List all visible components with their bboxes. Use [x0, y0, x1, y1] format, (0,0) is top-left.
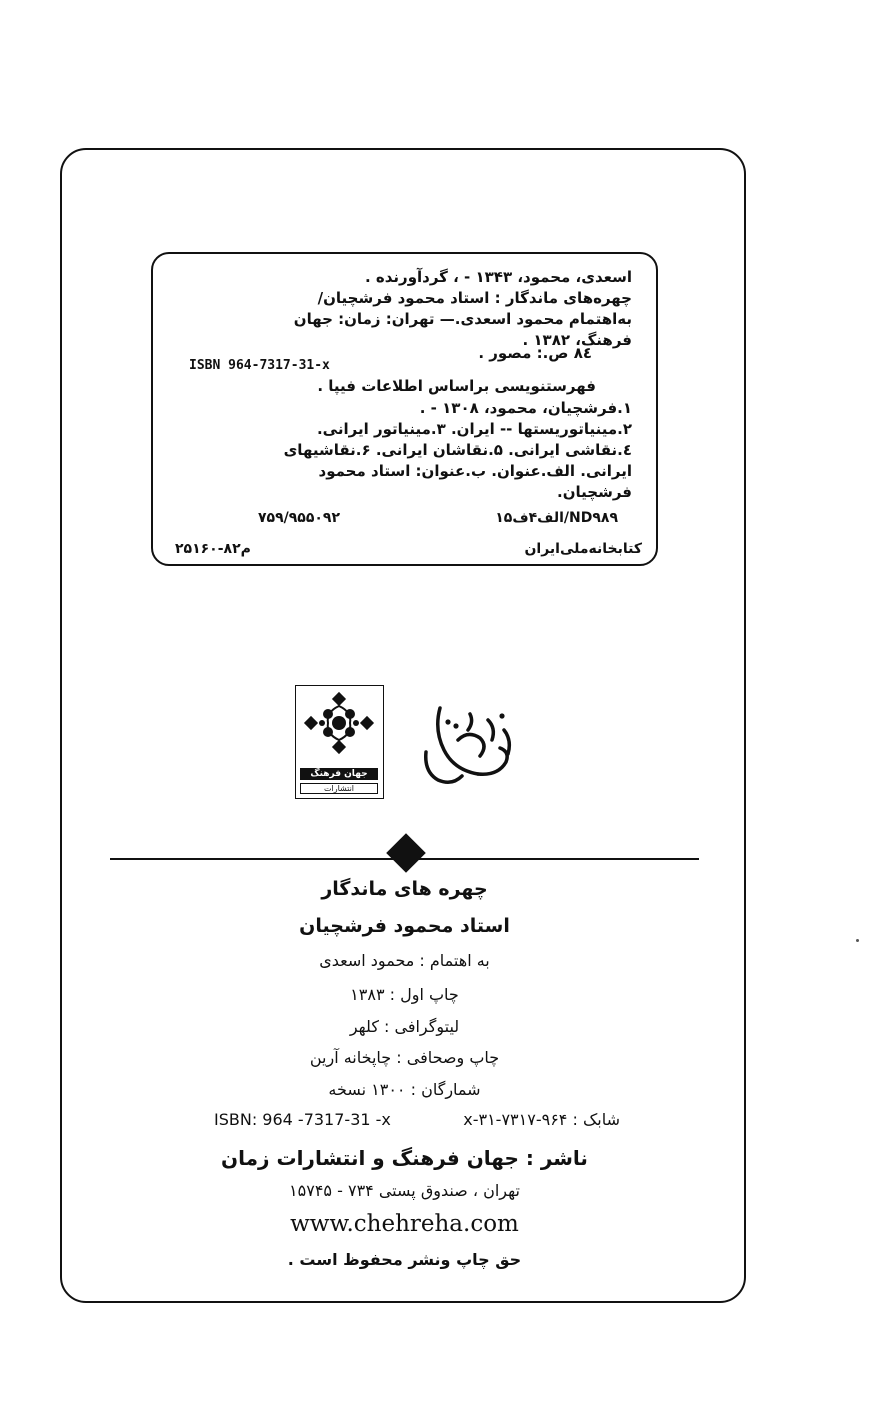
cip-publication-line: به‌اهتمام محمود اسعدی.— تهران: زمان: جهان	[293, 310, 632, 328]
cip-record-number: م۸۲-۲۵۱۶۰	[175, 541, 251, 557]
cip-subject-line: ایرانی. الف.عنوان. ب.عنوان: استاد محمود	[318, 462, 632, 480]
book-title: چهره های ماندگار	[321, 878, 488, 900]
book-subtitle: استاد محمود فرشچیان	[299, 915, 510, 937]
isbn-line	[200, 1110, 620, 1134]
publisher-info: ناشر : جهان فرهنگ و انتشارات زمان	[221, 1146, 588, 1170]
cip-pages-line: ۸٤ ص.: مصور .	[478, 344, 592, 362]
cip-publisher-year-line: فرهنگ، ۱۳۸۲ .	[522, 331, 632, 349]
cip-subject-line: ۱.فرشچیان، محمود، ۱۳۰۸ - .	[419, 399, 632, 417]
zaman-calligraphy-icon	[418, 700, 518, 792]
cip-note-line: فهرستنویسی براساس اطلاعات فیپا .	[317, 377, 596, 395]
jahan-farhang-sublabel: انتشارات	[300, 783, 378, 794]
scan-speck	[856, 939, 859, 942]
cip-author-line: اسعدی، محمود، ۱۳۴۳ - ، گردآورنده .	[364, 268, 632, 286]
jahan-farhang-label: جهان فرهنگ	[300, 768, 378, 780]
cip-subject-line: ٤.نقاشی ایرانی. ۵.نقاشان ایرانی. ۶.نقاشیهای	[283, 441, 632, 459]
circulation-info: شمارگان : ۱۳۰۰ نسخه	[328, 1080, 481, 1099]
ornament-icon	[296, 686, 382, 766]
cip-call-number: ۱۵الف۴ف/ND۹۸۹	[495, 510, 618, 526]
cip-isbn: ISBN 964-7317-31-x	[189, 358, 330, 373]
cip-subject-line: فرشچیان.	[557, 483, 632, 501]
cip-dewey-number: ۷۵۹/۹۵۵۰۹۲	[258, 510, 341, 526]
isbn-persian: شابک : ۹۶۴-۷۳۱۷-۳۱-x	[463, 1110, 620, 1129]
jahan-farhang-logo	[295, 685, 384, 799]
cip-library-name: کتابخانه‌ملی‌ایران	[524, 541, 642, 557]
isbn-latin: ISBN: 964 -7317-31 -x	[214, 1110, 391, 1129]
printing-info: چاپ وصحافی : چاپخانه آرین	[309, 1048, 500, 1067]
website-link[interactable]: www.chehreha.com	[290, 1211, 519, 1237]
editor-credit: به اهتمام : محمود اسعدی	[319, 951, 490, 970]
postal-address: تهران ، صندوق پستی ۷۳۴ - ۱۵۷۴۵	[289, 1181, 520, 1200]
edition-info: چاپ اول : ۱۳۸۳	[350, 985, 459, 1004]
copyright-notice: حق چاپ ونشر محفوظ است .	[287, 1250, 522, 1269]
cip-catalog-card	[151, 252, 658, 566]
nashr-zaman-logo	[418, 700, 518, 792]
lithography-info: لیتوگرافی : کلهر	[349, 1017, 460, 1036]
cip-title-line: چهره‌های ماندگار : استاد محمود فرشچیان/	[317, 289, 632, 307]
cip-subject-line: ۲.مینیاتوریستها -- ایران. ۳.مینیاتور ایرانی.	[316, 420, 632, 438]
